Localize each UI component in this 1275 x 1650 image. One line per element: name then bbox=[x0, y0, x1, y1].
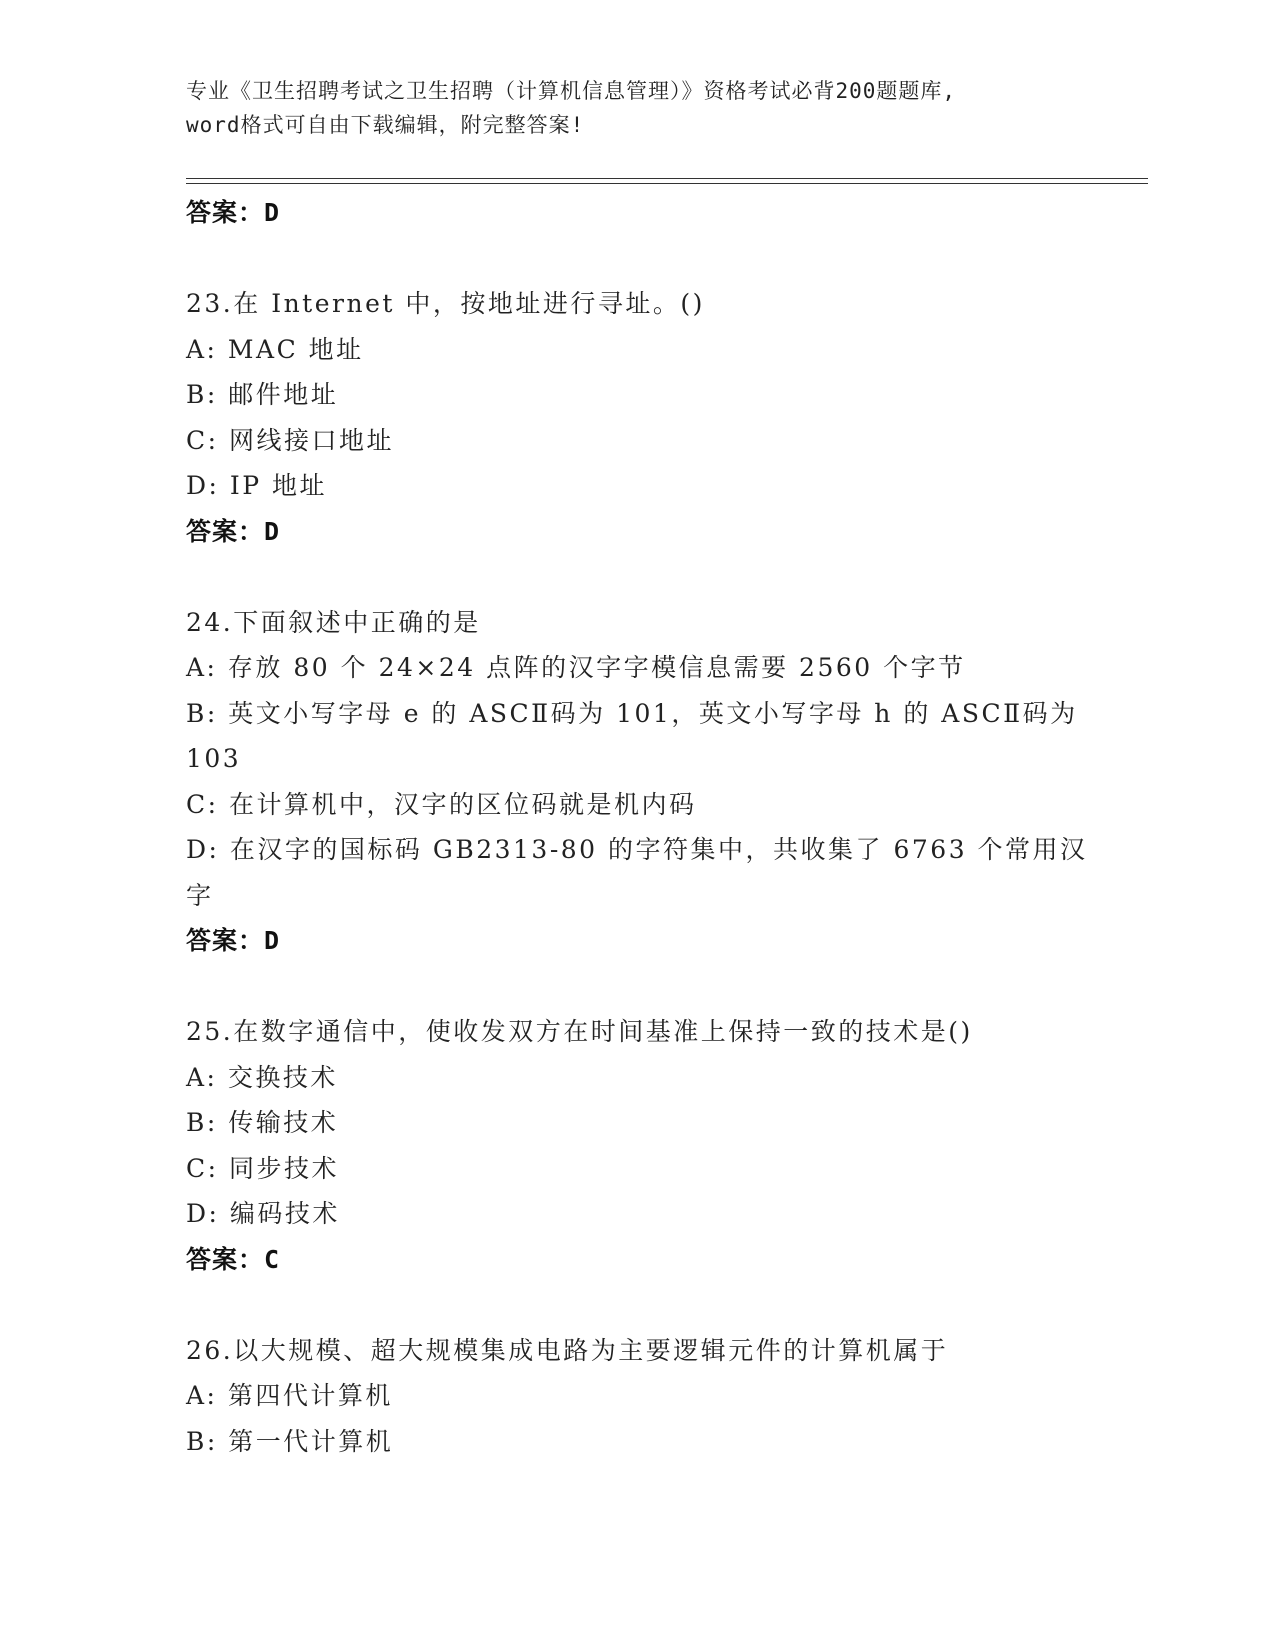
option-c: C: 同步技术 bbox=[186, 1153, 339, 1183]
option-b-continued: 103 bbox=[186, 744, 242, 773]
spacer bbox=[186, 964, 1086, 1010]
question-25 bbox=[186, 1009, 1086, 1282]
question-26 bbox=[186, 1328, 1086, 1465]
spacer bbox=[186, 236, 1086, 282]
question-stem: 23.在 Internet 中，按地址进行寻址。() bbox=[186, 289, 705, 318]
answer: 答案：C bbox=[186, 1244, 281, 1274]
question-23 bbox=[186, 281, 1086, 554]
option-a: A: MAC 地址 bbox=[186, 334, 364, 364]
header-divider-top bbox=[186, 178, 1148, 179]
option-c: C: 网线接口地址 bbox=[186, 425, 394, 455]
answer: 答案：D bbox=[186, 516, 281, 546]
question-list bbox=[186, 190, 1086, 1464]
spacer bbox=[186, 1282, 1086, 1328]
option-a: A: 第四代计算机 bbox=[186, 1381, 393, 1410]
header-line-1: 专业《卫生招聘考试之卫生招聘（计算机信息管理）》资格考试必背200题题库, bbox=[186, 79, 957, 103]
option-c: C: 在计算机中，汉字的区位码就是机内码 bbox=[186, 789, 697, 819]
question-24 bbox=[186, 600, 1086, 964]
option-d: D: IP 地址 bbox=[186, 471, 328, 500]
answer: 答案：D bbox=[186, 926, 281, 955]
question-stem: 26.以大规模、超大规模集成电路为主要逻辑元件的计算机属于 bbox=[186, 1335, 949, 1365]
option-a: A: 存放 80 个 24×24 点阵的汉字字模信息需要 2560 个字节 bbox=[186, 653, 966, 682]
option-b: B: 传输技术 bbox=[186, 1108, 339, 1137]
header-line-2: word格式可自由下载编辑，附完整答案! bbox=[186, 113, 585, 137]
option-b: B: 英文小写字母 e 的 ASCⅡ码为 101，英文小写字母 h 的 ASCⅡ码为 bbox=[186, 698, 1078, 728]
option-d-continued: 字 bbox=[186, 880, 214, 910]
option-b: B: 第一代计算机 bbox=[186, 1426, 394, 1456]
spacer bbox=[186, 554, 1086, 600]
option-b: B: 邮件地址 bbox=[186, 380, 339, 409]
answer-previous: 答案：D bbox=[186, 198, 281, 227]
question-stem: 25.在数字通信中，使收发双方在时间基准上保持一致的技术是() bbox=[186, 1017, 973, 1046]
option-d: D: 编码技术 bbox=[186, 1199, 340, 1228]
option-a: A: 交换技术 bbox=[186, 1062, 338, 1092]
page-header bbox=[186, 74, 1086, 142]
question-stem: 24.下面叙述中正确的是 bbox=[186, 607, 481, 637]
header-divider-bottom bbox=[186, 183, 1148, 184]
option-d: D: 在汉字的国标码 GB2313-80 的字符集中，共收集了 6763 个常用汉 bbox=[186, 835, 1088, 864]
